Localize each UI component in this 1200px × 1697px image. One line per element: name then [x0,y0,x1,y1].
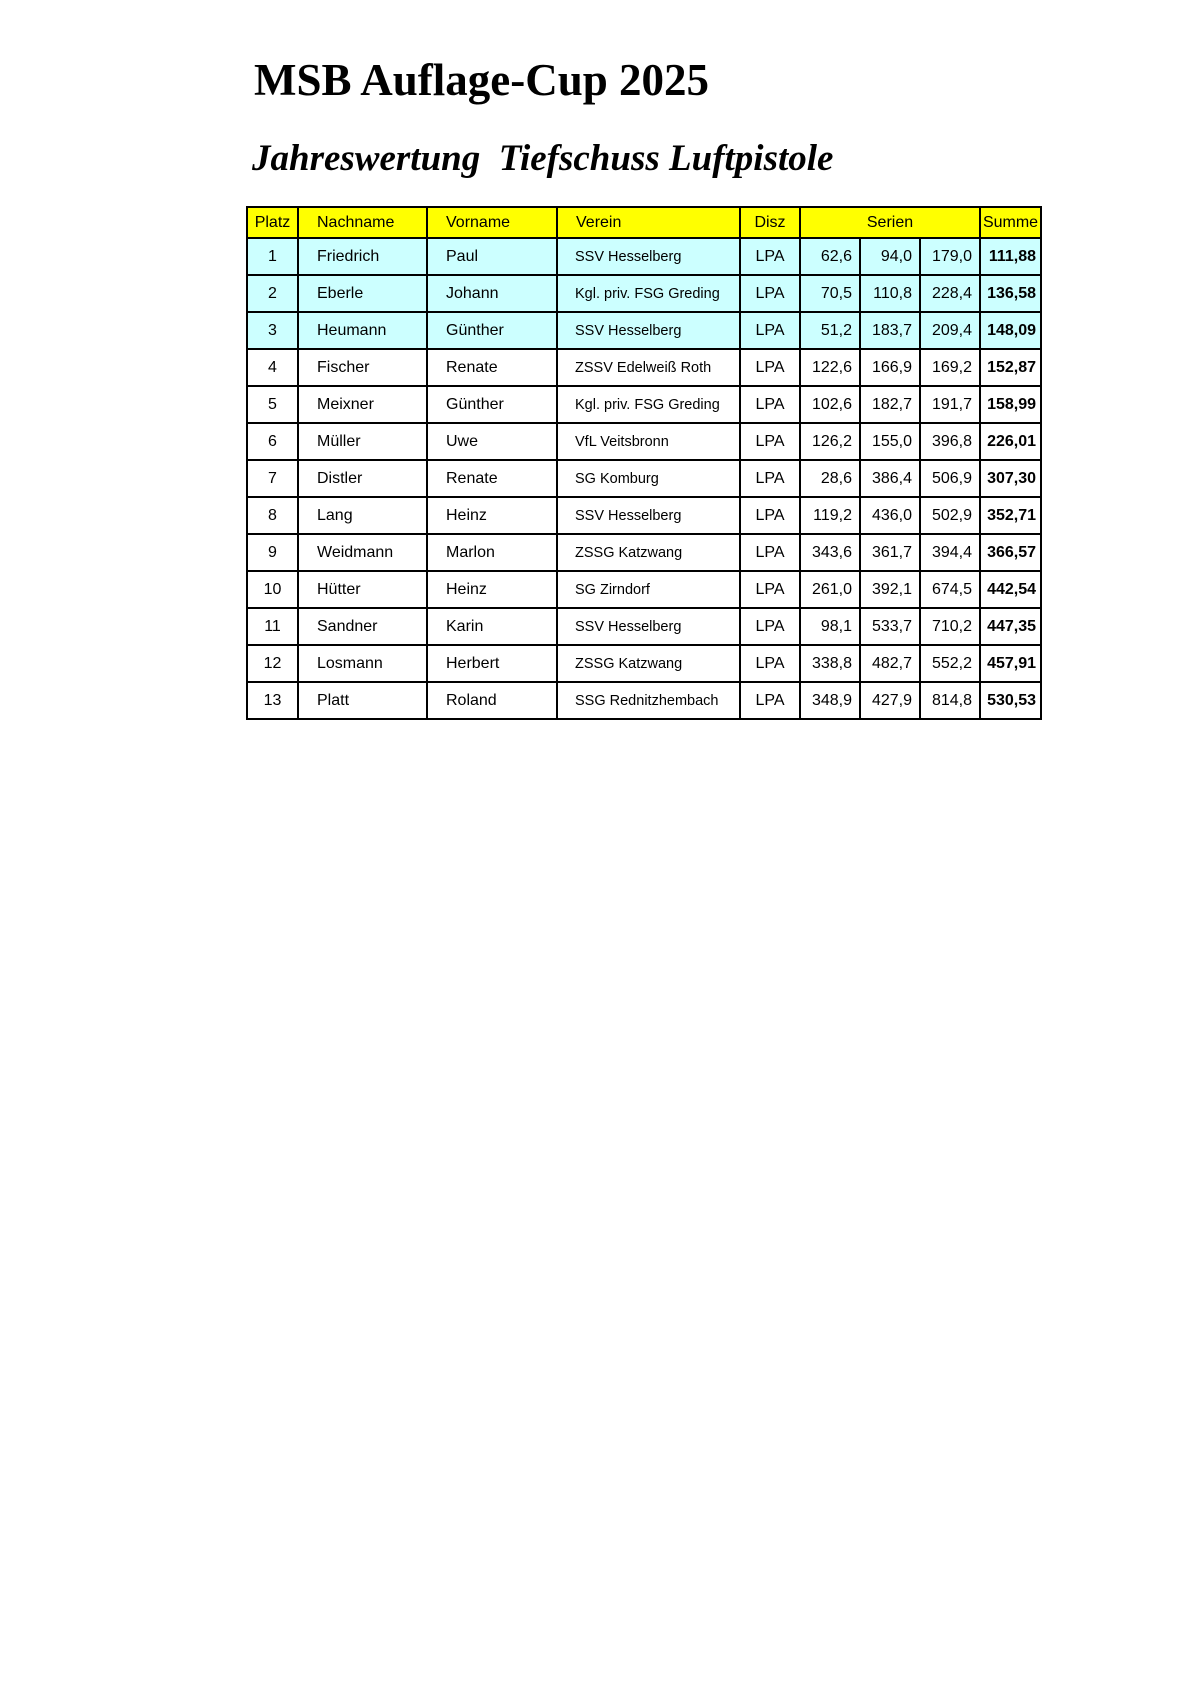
cell-serie-1: 51,2 [800,312,860,349]
table-row [247,275,1041,312]
cell-summe: 530,53 [980,682,1041,719]
cell-serie-3: 169,2 [920,349,980,386]
cell-vorname: Renate [427,460,557,497]
cell-platz: 2 [247,275,298,312]
cell-serie-2: 386,4 [860,460,920,497]
cell-verein: SSG Rednitzhembach [557,682,740,719]
cell-summe: 307,30 [980,460,1041,497]
cell-disz: LPA [740,534,800,571]
cell-verein: SSV Hesselberg [557,497,740,534]
table-row [247,608,1041,645]
cell-disz: LPA [740,460,800,497]
table-row [247,460,1041,497]
page-title: MSB Auflage-Cup 2025 [254,55,710,105]
table-row [247,645,1041,682]
cell-platz: 5 [247,386,298,423]
cell-serie-1: 102,6 [800,386,860,423]
cell-vorname: Johann [427,275,557,312]
cell-disz: LPA [740,571,800,608]
cell-serie-2: 533,7 [860,608,920,645]
cell-summe: 366,57 [980,534,1041,571]
cell-platz: 8 [247,497,298,534]
cell-summe: 111,88 [980,238,1041,275]
cell-platz: 6 [247,423,298,460]
cell-platz: 9 [247,534,298,571]
cell-disz: LPA [740,275,800,312]
cell-serie-2: 110,8 [860,275,920,312]
cell-serie-1: 122,6 [800,349,860,386]
header-nachname: Nachname [298,207,427,238]
cell-vorname: Renate [427,349,557,386]
cell-verein: ZSSG Katzwang [557,534,740,571]
cell-serie-2: 166,9 [860,349,920,386]
cell-summe: 158,99 [980,386,1041,423]
cell-serie-2: 436,0 [860,497,920,534]
cell-platz: 13 [247,682,298,719]
cell-vorname: Heinz [427,571,557,608]
cell-nachname: Heumann [298,312,427,349]
cell-serie-1: 62,6 [800,238,860,275]
cell-disz: LPA [740,645,800,682]
cell-nachname: Lang [298,497,427,534]
cell-serie-2: 183,7 [860,312,920,349]
cell-verein: ZSSG Katzwang [557,645,740,682]
cell-disz: LPA [740,386,800,423]
cell-verein: SSV Hesselberg [557,312,740,349]
cell-serie-2: 94,0 [860,238,920,275]
cell-verein: Kgl. priv. FSG Greding [557,275,740,312]
table-row [247,534,1041,571]
cell-serie-1: 348,9 [800,682,860,719]
cell-serie-3: 394,4 [920,534,980,571]
table-row [247,571,1041,608]
cell-verein: VfL Veitsbronn [557,423,740,460]
cell-vorname: Marlon [427,534,557,571]
cell-summe: 352,71 [980,497,1041,534]
cell-serie-3: 674,5 [920,571,980,608]
cell-serie-1: 98,1 [800,608,860,645]
cell-verein: SG Zirndorf [557,571,740,608]
results-body [247,238,1041,719]
cell-summe: 152,87 [980,349,1041,386]
cell-summe: 148,09 [980,312,1041,349]
cell-platz: 10 [247,571,298,608]
cell-serie-3: 209,4 [920,312,980,349]
cell-vorname: Uwe [427,423,557,460]
cell-vorname: Karin [427,608,557,645]
cell-nachname: Sandner [298,608,427,645]
cell-serie-1: 70,5 [800,275,860,312]
cell-serie-3: 228,4 [920,275,980,312]
header-vorname: Vorname [427,207,557,238]
cell-platz: 3 [247,312,298,349]
cell-verein: ZSSV Edelweiß Roth [557,349,740,386]
cell-serie-2: 182,7 [860,386,920,423]
header-serien: Serien [800,207,980,238]
header-verein: Verein [557,207,740,238]
cell-nachname: Weidmann [298,534,427,571]
cell-nachname: Eberle [298,275,427,312]
cell-summe: 136,58 [980,275,1041,312]
cell-vorname: Roland [427,682,557,719]
cell-platz: 12 [247,645,298,682]
header-summe: Summe [980,207,1041,238]
cell-serie-3: 191,7 [920,386,980,423]
cell-serie-1: 338,8 [800,645,860,682]
cell-vorname: Günther [427,312,557,349]
cell-verein: Kgl. priv. FSG Greding [557,386,740,423]
cell-summe: 457,91 [980,645,1041,682]
cell-serie-1: 261,0 [800,571,860,608]
cell-summe: 447,35 [980,608,1041,645]
cell-verein: SSV Hesselberg [557,238,740,275]
header-disz: Disz [740,207,800,238]
table-header-row [247,207,1041,238]
cell-serie-3: 179,0 [920,238,980,275]
cell-serie-3: 506,9 [920,460,980,497]
cell-serie-2: 392,1 [860,571,920,608]
cell-vorname: Paul [427,238,557,275]
cell-serie-3: 502,9 [920,497,980,534]
cell-nachname: Fischer [298,349,427,386]
cell-nachname: Distler [298,460,427,497]
cell-serie-1: 119,2 [800,497,860,534]
cell-platz: 11 [247,608,298,645]
table-row [247,386,1041,423]
cell-nachname: Friedrich [298,238,427,275]
table-row [247,238,1041,275]
cell-nachname: Platt [298,682,427,719]
cell-disz: LPA [740,312,800,349]
cell-serie-3: 814,8 [920,682,980,719]
cell-verein: SSV Hesselberg [557,608,740,645]
cell-platz: 7 [247,460,298,497]
cell-platz: 1 [247,238,298,275]
cell-serie-2: 427,9 [860,682,920,719]
cell-summe: 226,01 [980,423,1041,460]
cell-summe: 442,54 [980,571,1041,608]
cell-serie-2: 155,0 [860,423,920,460]
cell-verein: SG Komburg [557,460,740,497]
cell-vorname: Günther [427,386,557,423]
cell-serie-2: 361,7 [860,534,920,571]
table-row [247,497,1041,534]
cell-serie-2: 482,7 [860,645,920,682]
results-table [246,206,1042,720]
cell-serie-1: 126,2 [800,423,860,460]
table-row [247,682,1041,719]
cell-vorname: Heinz [427,497,557,534]
cell-nachname: Losmann [298,645,427,682]
cell-nachname: Hütter [298,571,427,608]
cell-disz: LPA [740,238,800,275]
cell-serie-3: 552,2 [920,645,980,682]
table-row [247,349,1041,386]
table-row [247,312,1041,349]
cell-nachname: Müller [298,423,427,460]
cell-disz: LPA [740,608,800,645]
cell-disz: LPA [740,682,800,719]
page-subtitle: Jahreswertung Tiefschuss Luftpistole [252,138,834,179]
cell-platz: 4 [247,349,298,386]
cell-vorname: Herbert [427,645,557,682]
table-row [247,423,1041,460]
cell-disz: LPA [740,349,800,386]
cell-serie-3: 396,8 [920,423,980,460]
cell-disz: LPA [740,423,800,460]
header-platz: Platz [247,207,298,238]
cell-serie-1: 343,6 [800,534,860,571]
cell-serie-3: 710,2 [920,608,980,645]
cell-serie-1: 28,6 [800,460,860,497]
cell-disz: LPA [740,497,800,534]
cell-nachname: Meixner [298,386,427,423]
